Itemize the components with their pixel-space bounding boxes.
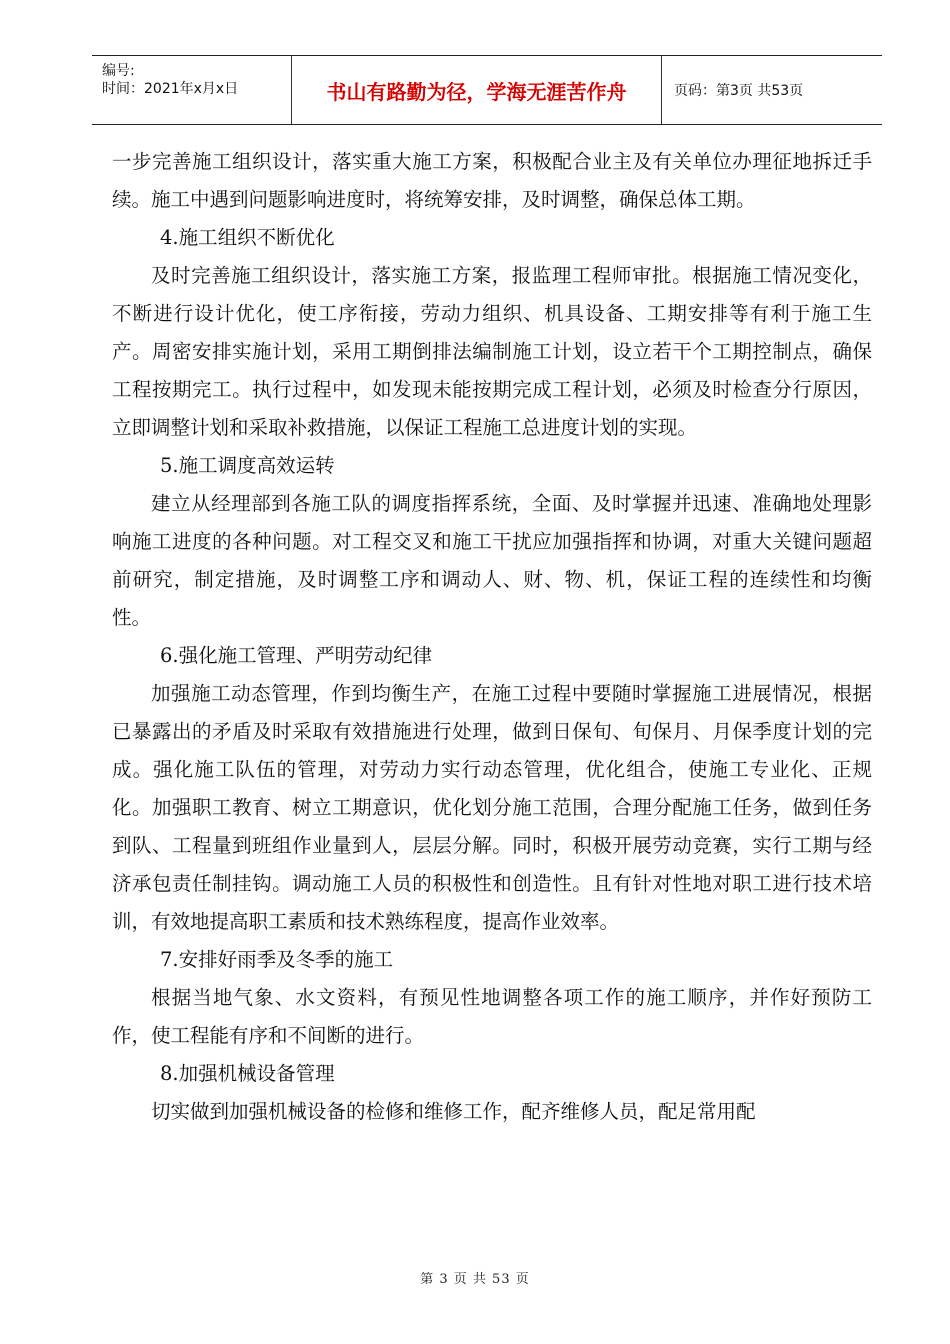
- section-heading: 7.安排好雨季及冬季的施工: [160, 948, 394, 971]
- body-paragraph: 切实做到加强机械设备的检修和维修工作，配齐维修人员，配足常用配: [151, 1100, 756, 1123]
- footer-page-number: 第 3 页 共 53 页: [420, 1272, 530, 1287]
- page-footer: [0, 1268, 950, 1287]
- header-motto-cell: [292, 56, 662, 124]
- doc-time: 时间：2021年x月x日: [102, 81, 239, 97]
- body-paragraph: 建立从经理部到各施工队的调度指挥系统，全面、及时掌握并迅速、准确地处理影响施工进度的各种问题。对工程交叉和施工干扰应加强指挥和协调，对重大关键问题超前研究，制定措施，及时调整工序和调动人、财、物、机，保证工程的连续性和均衡性。: [112, 492, 872, 629]
- body-paragraph: 一步完善施工组织设计，落实重大施工方案，积极配合业主及有关单位办理征地拆迁手续。施工中遇到问题影响进度时，将统筹安排，及时调整，确保总体工期。: [112, 150, 872, 211]
- document-body: [112, 143, 872, 1131]
- section-heading: 8.加强机械设备管理: [160, 1062, 335, 1085]
- header-meta-cell: [92, 56, 292, 124]
- section-heading: 6.强化施工管理、严明劳动纪律: [160, 644, 433, 667]
- section-heading: 5.施工调度高效运转: [160, 454, 335, 477]
- doc-number-label: 编号:: [102, 63, 135, 79]
- body-paragraph: 加强施工动态管理，作到均衡生产，在施工过程中要随时掌握施工进展情况，根据已暴露出的矛盾及时采取有效措施进行处理，做到日保旬、旬保月、月保季度计划的完成。强化施工队伍的管理，对劳动力实行动态管理，优化组合，使施工专业化、正规化。加强职工教育、树立工期意识，优化划分施工范围，合理分配施工任务，做到任务到队、工程量到班组作业量到人，层层分解。同时，积极开展劳动竞赛，实行工期与经济承包责任制挂钩。调动施工人员的积极性和创造性。且有针对性地对职工进行技术培训，有效地提高职工素质和技术熟练程度，提高作业效率。: [112, 682, 872, 933]
- header-motto: 书山有路勤为径，学海无涯苦作舟: [326, 79, 627, 104]
- body-paragraph: 根据当地气象、水文资料，有预见性地调整各项工作的施工顺序，并作好预防工作，使工程能有序和不间断的进行。: [112, 986, 872, 1047]
- body-paragraph: 及时完善施工组织设计，落实施工方案，报监理工程师审批。根据施工情况变化，不断进行设计优化，使工序衔接，劳动力组织、机具设备、工期安排等有利于施工生产。周密安排实施计划，采用工期倒排法编制施工计划，设立若干个工期控制点，确保工程按期完工。执行过程中，如发现未能按期完成工程计划，必须及时检查分行原因，立即调整计划和采取补救措施，以保证工程施工总进度计划的实现。: [112, 264, 872, 439]
- header-page-cell: [662, 56, 882, 124]
- section-heading: 4.施工组织不断优化: [160, 226, 335, 249]
- header-page-code: 页码：第3页 共53页: [674, 83, 804, 99]
- page-header: [92, 55, 882, 125]
